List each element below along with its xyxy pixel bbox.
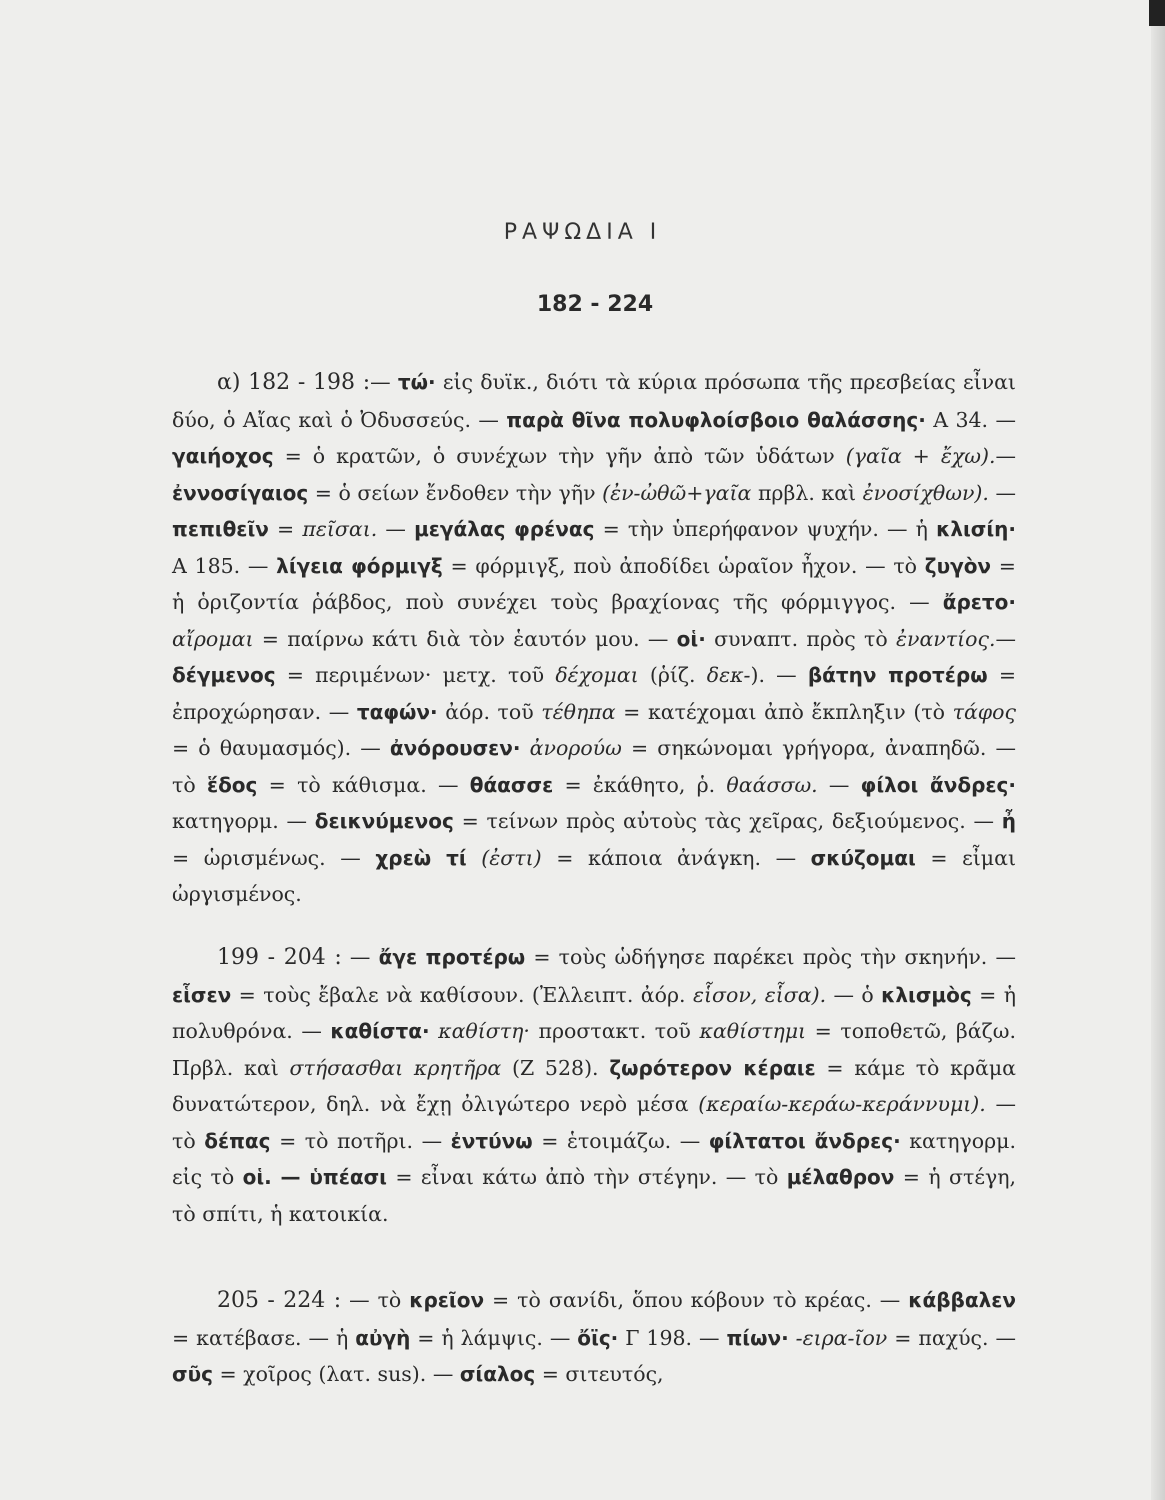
chapter-heading: ΡΑΨΩΔΙΑ Ι bbox=[503, 220, 662, 245]
lemma: σίαλος bbox=[459, 1362, 536, 1386]
scan-corner-mark bbox=[1149, 0, 1165, 26]
lemma: ἐντύνω bbox=[450, 1128, 533, 1153]
lemma: ἐννοσίγαιος bbox=[172, 480, 309, 505]
commentary-paragraph-3: 205 - 224 : — τὸ κρεῖον = τὸ σανίδι, ὅπου κόβουν τὸ κρέας. — κάββαλεν = κατέβασε. — ἡ αὐγὴ = ἡ λάμψις. — ὄϊς· Γ 198. — πίων· -ειρα-ῖον = παχύς. — σῦς = χοῖρος (λατ. sus). — σίαλος = σιτευτός, bbox=[172, 1288, 1017, 1386]
lemma: μέλαθρον bbox=[786, 1165, 895, 1189]
lemma: κλισμὸς bbox=[881, 982, 972, 1007]
lemma: σῦς bbox=[172, 1362, 213, 1386]
lemma: λίγεια φόρμιγξ bbox=[276, 553, 443, 578]
lemma: μεγάλας φρένας bbox=[414, 517, 595, 541]
lemma: ἦ bbox=[1001, 809, 1016, 833]
lemma: κάββαλεν bbox=[908, 1288, 1016, 1312]
lemma: ἄρετο· bbox=[942, 590, 1016, 614]
lemma: σκύζομαι bbox=[810, 845, 916, 870]
section-label: 205 - 224 : bbox=[217, 1288, 342, 1313]
lemma: ἀνόρουσεν· bbox=[389, 736, 521, 760]
commentary-paragraph-2: 199 - 204 : — ἄγε προτέρω = τοὺς ὡδήγησε παρέκει πρὸς τὴν σκηνήν. — εἷσεν = τοὺς ἔβαλε νὰ καθίσουν. (Ἐλλειπτ. ἀόρ. εἷσον, εἷσα). — ὁ κλισμὸς = ἡ πολυθρόνα. — καθίστα· καθίστη· προστακτ. τοῦ καθίστημι = τοποθετῶ, βάζω. Πρβλ. καὶ στήσασθαι κρητῆρα (Ζ 528). ζωρότερον κέραιε = κάμε τὸ κρᾶμα δυνατώτερον, δηλ. νὰ ἔχῃ ὀλιγώτερο νερὸ μέσα (κεραίω-κεράω-κεράννυμι). — τὸ δέπας = τὸ ποτῆρι. — ἐντύνω = ἑτοιμάζω. — φίλτατοι ἄνδρες· κατηγορμ. εἰς τὸ οἱ. — ὑπέασι = εἶναι κάτω ἀπὸ τὴν στέγην. — τὸ μέλαθρον = ἡ στέγη, τὸ σπίτι, ἡ κατοικία. bbox=[172, 945, 1017, 1226]
lemma: κλισίη· bbox=[936, 517, 1016, 541]
verse-range-heading: 182 - 224 bbox=[536, 292, 654, 317]
lemma: πίων· bbox=[726, 1325, 789, 1350]
lemma: ἄγε προτέρω bbox=[378, 945, 526, 969]
lemma: τώ· bbox=[397, 370, 436, 394]
lemma: πεπιθεῖν bbox=[172, 517, 269, 541]
lemma: ζωρότερον κέραιε bbox=[609, 1055, 816, 1080]
lemma: ὄϊς· bbox=[577, 1325, 619, 1350]
lemma: ἕδος bbox=[206, 772, 258, 797]
lemma: κρεῖον bbox=[409, 1288, 485, 1312]
section-label: 199 - 204 : bbox=[217, 945, 342, 970]
lemma: γαιήοχος bbox=[172, 444, 274, 468]
lemma: δεικνύμενος bbox=[314, 809, 454, 833]
lemma: δέγμενος bbox=[172, 663, 276, 687]
lemma: βάτην προτέρω bbox=[807, 663, 988, 687]
lemma: χρεὼ τί bbox=[375, 845, 467, 870]
lemma: παρὰ θῖνα πολυφλοίσβοιο θαλάσσης· bbox=[506, 407, 926, 432]
lemma: εἷσεν bbox=[172, 982, 232, 1007]
lemma: οἱ. — ὑπέασι bbox=[242, 1165, 387, 1189]
lemma: δέπας bbox=[204, 1128, 271, 1153]
lemma: οἱ· bbox=[676, 626, 706, 651]
section-label: α) 182 - 198 : bbox=[217, 370, 371, 395]
lemma: θάασσε bbox=[469, 772, 554, 797]
lemma: φίλοι ἄνδρες· bbox=[860, 772, 1016, 797]
lemma: αὐγὴ bbox=[355, 1325, 411, 1350]
lemma: ταφών· bbox=[356, 699, 438, 724]
commentary-paragraph-1: α) 182 - 198 :— τώ· εἰς δυϊκ., διότι τὰ κύρια πρόσωπα τῆς πρεσβείας εἶναι δύο, ὁ Αἴας καὶ ὁ Ὀδυσσεύς. — παρὰ θῖνα πολυφλοίσβοιο θαλάσσης· Α 34. — γαιήοχος = ὁ κρατῶν, ὁ συνέχων τὴν γῆν ἀπὸ τῶν ὑδάτων (γαῖα + ἔχω).— ἐννοσίγαιος = ὁ σείων ἔνδοθεν τὴν γῆν (ἐν-ὠθῶ+γαῖα πρβλ. καὶ ἐνοσίχθων). — πεπιθεῖν = πεῖσαι. — μεγάλας φρένας = τὴν ὑπερήφανον ψυχήν. — ἡ κλισίη· Α 185. — λίγεια φόρμιγξ = φόρμιγξ, ποὺ ἀποδίδει ὡραῖον ἦχον. — τὸ ζυγὸν = ἡ ὁριζοντία ῥάβδος, ποὺ συνέχει τοὺς βραχίονας τῆς φόρμιγγος. — ἄρετο· αἴρομαι = παίρνω κάτι διὰ τὸν ἑαυτόν μου. — οἱ· συναπτ. πρὸς τὸ ἐναντίος.— δέγμενος = περιμένων· μετχ. τοῦ δέχομαι (ῥίζ. δεκ-). — βάτην προτέρω = ἐπροχώρησαν. — ταφών· ἀόρ. τοῦ τέθηπα = κατέχομαι ἀπὸ ἔκπληξιν (τὸ τάφος = ὁ θαυμασμός). — ἀνόρουσεν· ἀνορούω = σηκώνομαι γρήγορα, ἀναπηδῶ. — τὸ ἕδος = τὸ κάθισμα. — θάασσε = ἐκάθητο, ῥ. θαάσσω. — φίλοι ἄνδρες· κατηγορμ. — δεικνύμενος = τείνων πρὸς αὐτοὺς τὰς χεῖρας, δεξιούμενος. — ἦ = ὡρισμένως. — χρεὼ τί (ἐστι) = κάποια ἀνάγκη. — σκύζομαι = εἶμαι ὠργισμένος. bbox=[172, 370, 1017, 906]
lemma: καθίστα· bbox=[330, 1019, 430, 1043]
lemma: ζυγὸν bbox=[924, 553, 992, 578]
lemma: φίλτατοι ἄνδρες· bbox=[708, 1128, 901, 1153]
